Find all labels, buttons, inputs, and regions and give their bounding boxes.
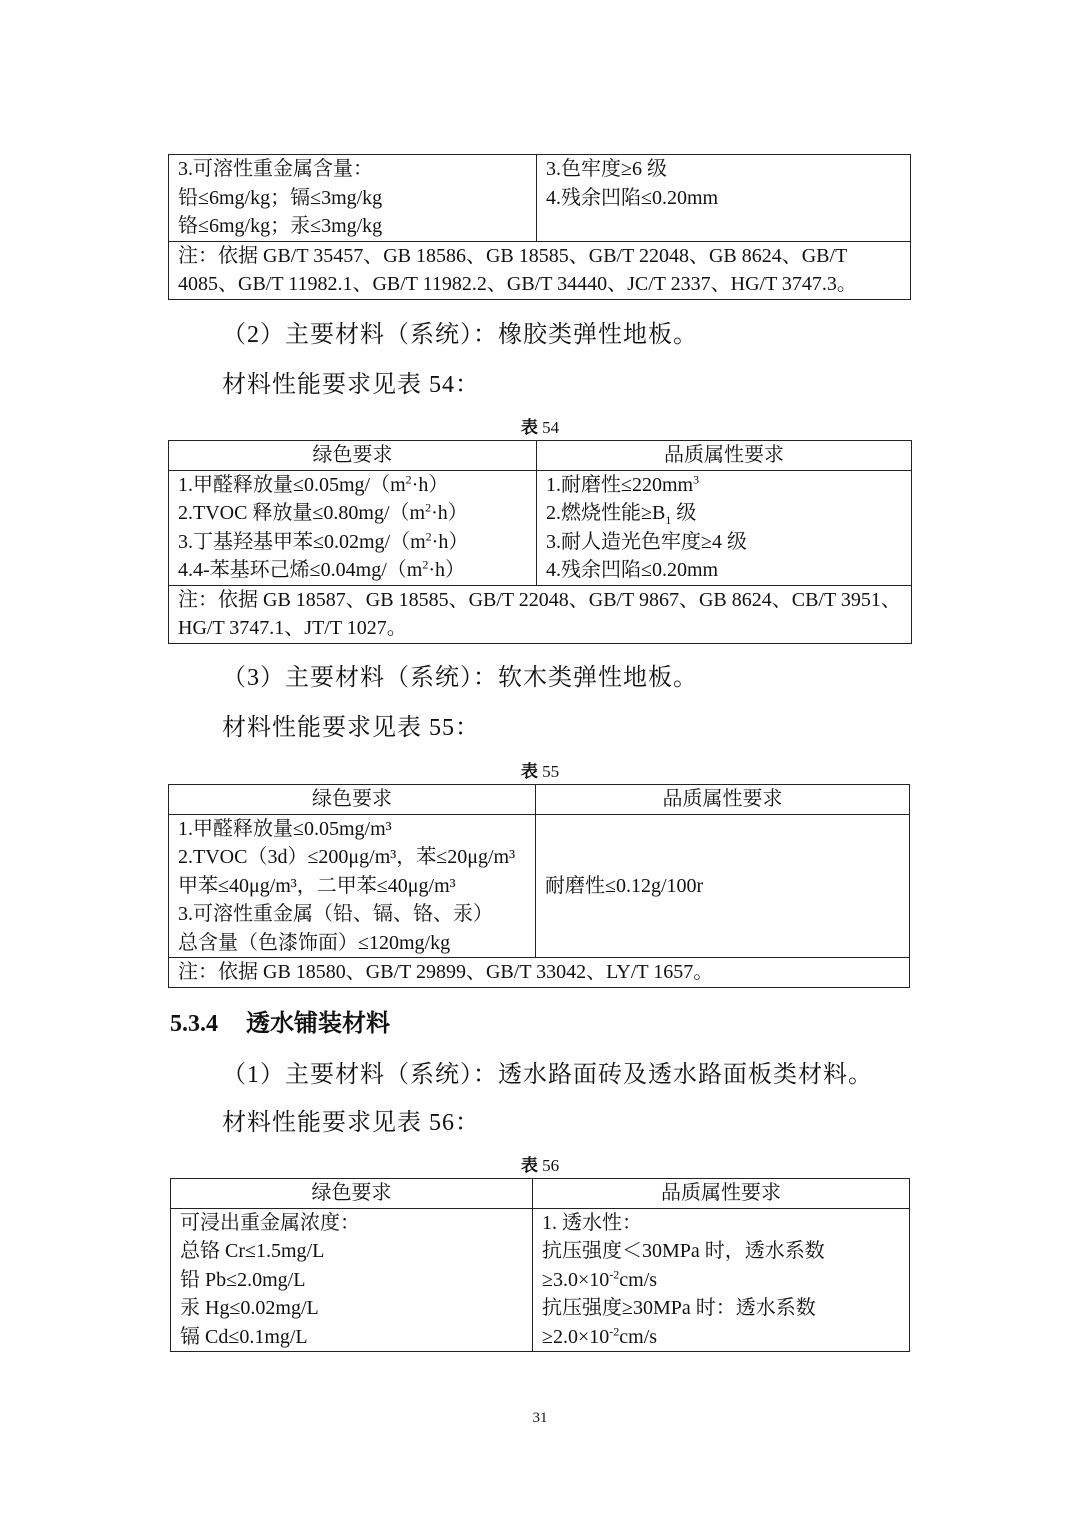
text-line: 3.色牢度≥6 级	[546, 158, 667, 180]
note-cell	[169, 958, 910, 988]
text-line: $\ge 2.0\times 10^{-2}cm/s$	[542, 1323, 658, 1348]
column-header: 品质属性要求	[536, 785, 910, 815]
table-row	[169, 814, 910, 958]
column-header: 品质属性要求	[533, 1179, 910, 1209]
note-row	[169, 958, 910, 988]
text-line: 3.耐人造光色牢度≥4 级	[546, 530, 747, 553]
table-56	[170, 1178, 910, 1352]
paragraph: 材料性能要求见表 54：	[222, 372, 480, 398]
caption-number: 55	[542, 762, 560, 781]
table-54	[168, 440, 912, 644]
text-line: 1.耐磨性$\le 220mm^3$	[546, 471, 700, 496]
note-line: 注：依据 GB/T 35457、GB 18586、GB 18585、GB/T 22048、GB 8624、GB/T	[178, 244, 848, 267]
text-line: 铬≤6mg/kg；汞≤3mg/kg	[178, 215, 383, 237]
text-line: 铅 Pb≤2.0mg/L	[180, 1268, 306, 1291]
text-line: 2.燃烧性能$\ge B_1$ 级	[546, 502, 697, 527]
note-cell	[169, 585, 912, 643]
table-row	[171, 1208, 910, 1352]
table-header-row	[169, 441, 912, 471]
table-caption	[0, 1151, 1080, 1176]
table-caption	[0, 413, 1080, 438]
text-line: 耐磨性≤0.12g/100r	[545, 874, 704, 897]
column-header: 绿色要求	[169, 785, 536, 815]
page-number: 31	[532, 1410, 548, 1426]
paragraph: （3）主要材料（系统）：软木类弹性地板。	[222, 665, 698, 691]
text-line: 可浸出重金属浓度：	[180, 1211, 360, 1234]
text-line: 汞 Hg≤0.02mg/L	[180, 1297, 319, 1319]
column-header: 品质属性要求	[537, 441, 912, 471]
table-row	[169, 470, 912, 585]
text-line: 4.4-苯基环己烯$\le 0.04mg/(m^2\cdot h)$	[178, 557, 465, 581]
text-line: 镉 Cd≤0.1mg/L	[180, 1325, 308, 1348]
green-cell	[171, 1208, 533, 1352]
paragraph: （1）主要材料（系统）：透水路面砖及透水路面板类材料。	[222, 1062, 873, 1088]
quality-cell	[536, 814, 910, 958]
column-header: 绿色要求	[169, 441, 537, 471]
table-header-row	[169, 785, 910, 815]
caption-number: 54	[542, 418, 560, 437]
note-line: 4085、GB/T 11982.1、GB/T 11982.2、GB/T 34440、JC/T 2337、HG/T 3747.3。	[178, 273, 857, 295]
note-cell	[169, 241, 911, 299]
text-line: 甲苯≤40μg/m³，二甲苯≤40μg/m³	[178, 874, 456, 897]
text-line: 抗压强度＜30MPa 时，透水系数	[542, 1240, 825, 1262]
text-line: 1.甲醛释放量≤0.05mg/m³	[178, 817, 392, 840]
table-header-row	[171, 1179, 910, 1209]
text-line: 1. 透水性：	[542, 1211, 642, 1234]
quality-cell	[537, 155, 911, 242]
text-line: 1.甲醛释放量$\le 0.05mg/(m^2\cdot h)$	[178, 471, 449, 496]
green-cell	[169, 155, 537, 242]
text-line: 铅≤6mg/kg；镉≤3mg/kg	[178, 186, 383, 209]
text-line: 3.丁基羟基甲苯$\le 0.02mg/(m^2\cdot h)$	[178, 528, 469, 553]
text-line: 总含量（色漆饰面）≤120mg/kg	[178, 931, 451, 954]
caption-prefix: 表	[520, 1156, 538, 1176]
text-line: 4.残余凹陷≤0.20mm	[546, 186, 719, 209]
caption-prefix: 表	[520, 418, 538, 438]
paragraph: 材料性能要求见表 56：	[222, 1110, 480, 1136]
quality-cell	[533, 1208, 910, 1352]
paragraph: （2）主要材料（系统）：橡胶类弹性地板。	[222, 322, 698, 348]
green-cell	[169, 470, 537, 585]
column-header: 绿色要求	[171, 1179, 533, 1209]
note-row	[169, 241, 911, 299]
text-line: 3.可溶性重金属含量：	[178, 158, 373, 180]
note-line: 注：依据 GB 18580、GB/T 29899、GB/T 33042、LY/T 1657。	[178, 961, 714, 983]
paragraph: 材料性能要求见表 55：	[222, 715, 480, 741]
note-line: 注：依据 GB 18587、GB 18585、GB/T 22048、GB/T 9867、GB 8624、CB/T 3951、	[178, 588, 901, 611]
text-line: 2.TVOC 释放量$\le 0.80mg/(m^2\cdot h)$	[178, 500, 468, 524]
text-line: 3.可溶性重金属（铅、镉、铬、汞）	[178, 903, 493, 925]
text-line: 总铬 Cr≤1.5mg/L	[180, 1240, 325, 1262]
green-cell	[169, 814, 536, 958]
table-row	[169, 155, 911, 242]
note-line: HG/T 3747.1、JT/T 1027。	[178, 617, 407, 639]
text-line: 抗压强度≥30MPa 时：透水系数	[542, 1297, 816, 1319]
section-number: 5.3.4	[170, 1011, 218, 1037]
text-line: 4.残余凹陷≤0.20mm	[546, 559, 719, 581]
text-line: 2.TVOC（3d）≤200μg/m³，苯≤20μg/m³	[178, 846, 516, 868]
section-title: 透水铺装材料	[246, 1011, 390, 1037]
text-line: $\ge 3.0\times 10^{-2}cm/s$	[542, 1266, 658, 1291]
table-caption	[0, 757, 1080, 782]
table-55	[168, 784, 910, 988]
section-heading	[170, 1003, 390, 1038]
quality-cell	[537, 470, 912, 585]
caption-number: 56	[542, 1156, 560, 1175]
caption-prefix: 表	[520, 762, 538, 782]
note-row	[169, 585, 912, 643]
table-continued	[168, 154, 911, 300]
